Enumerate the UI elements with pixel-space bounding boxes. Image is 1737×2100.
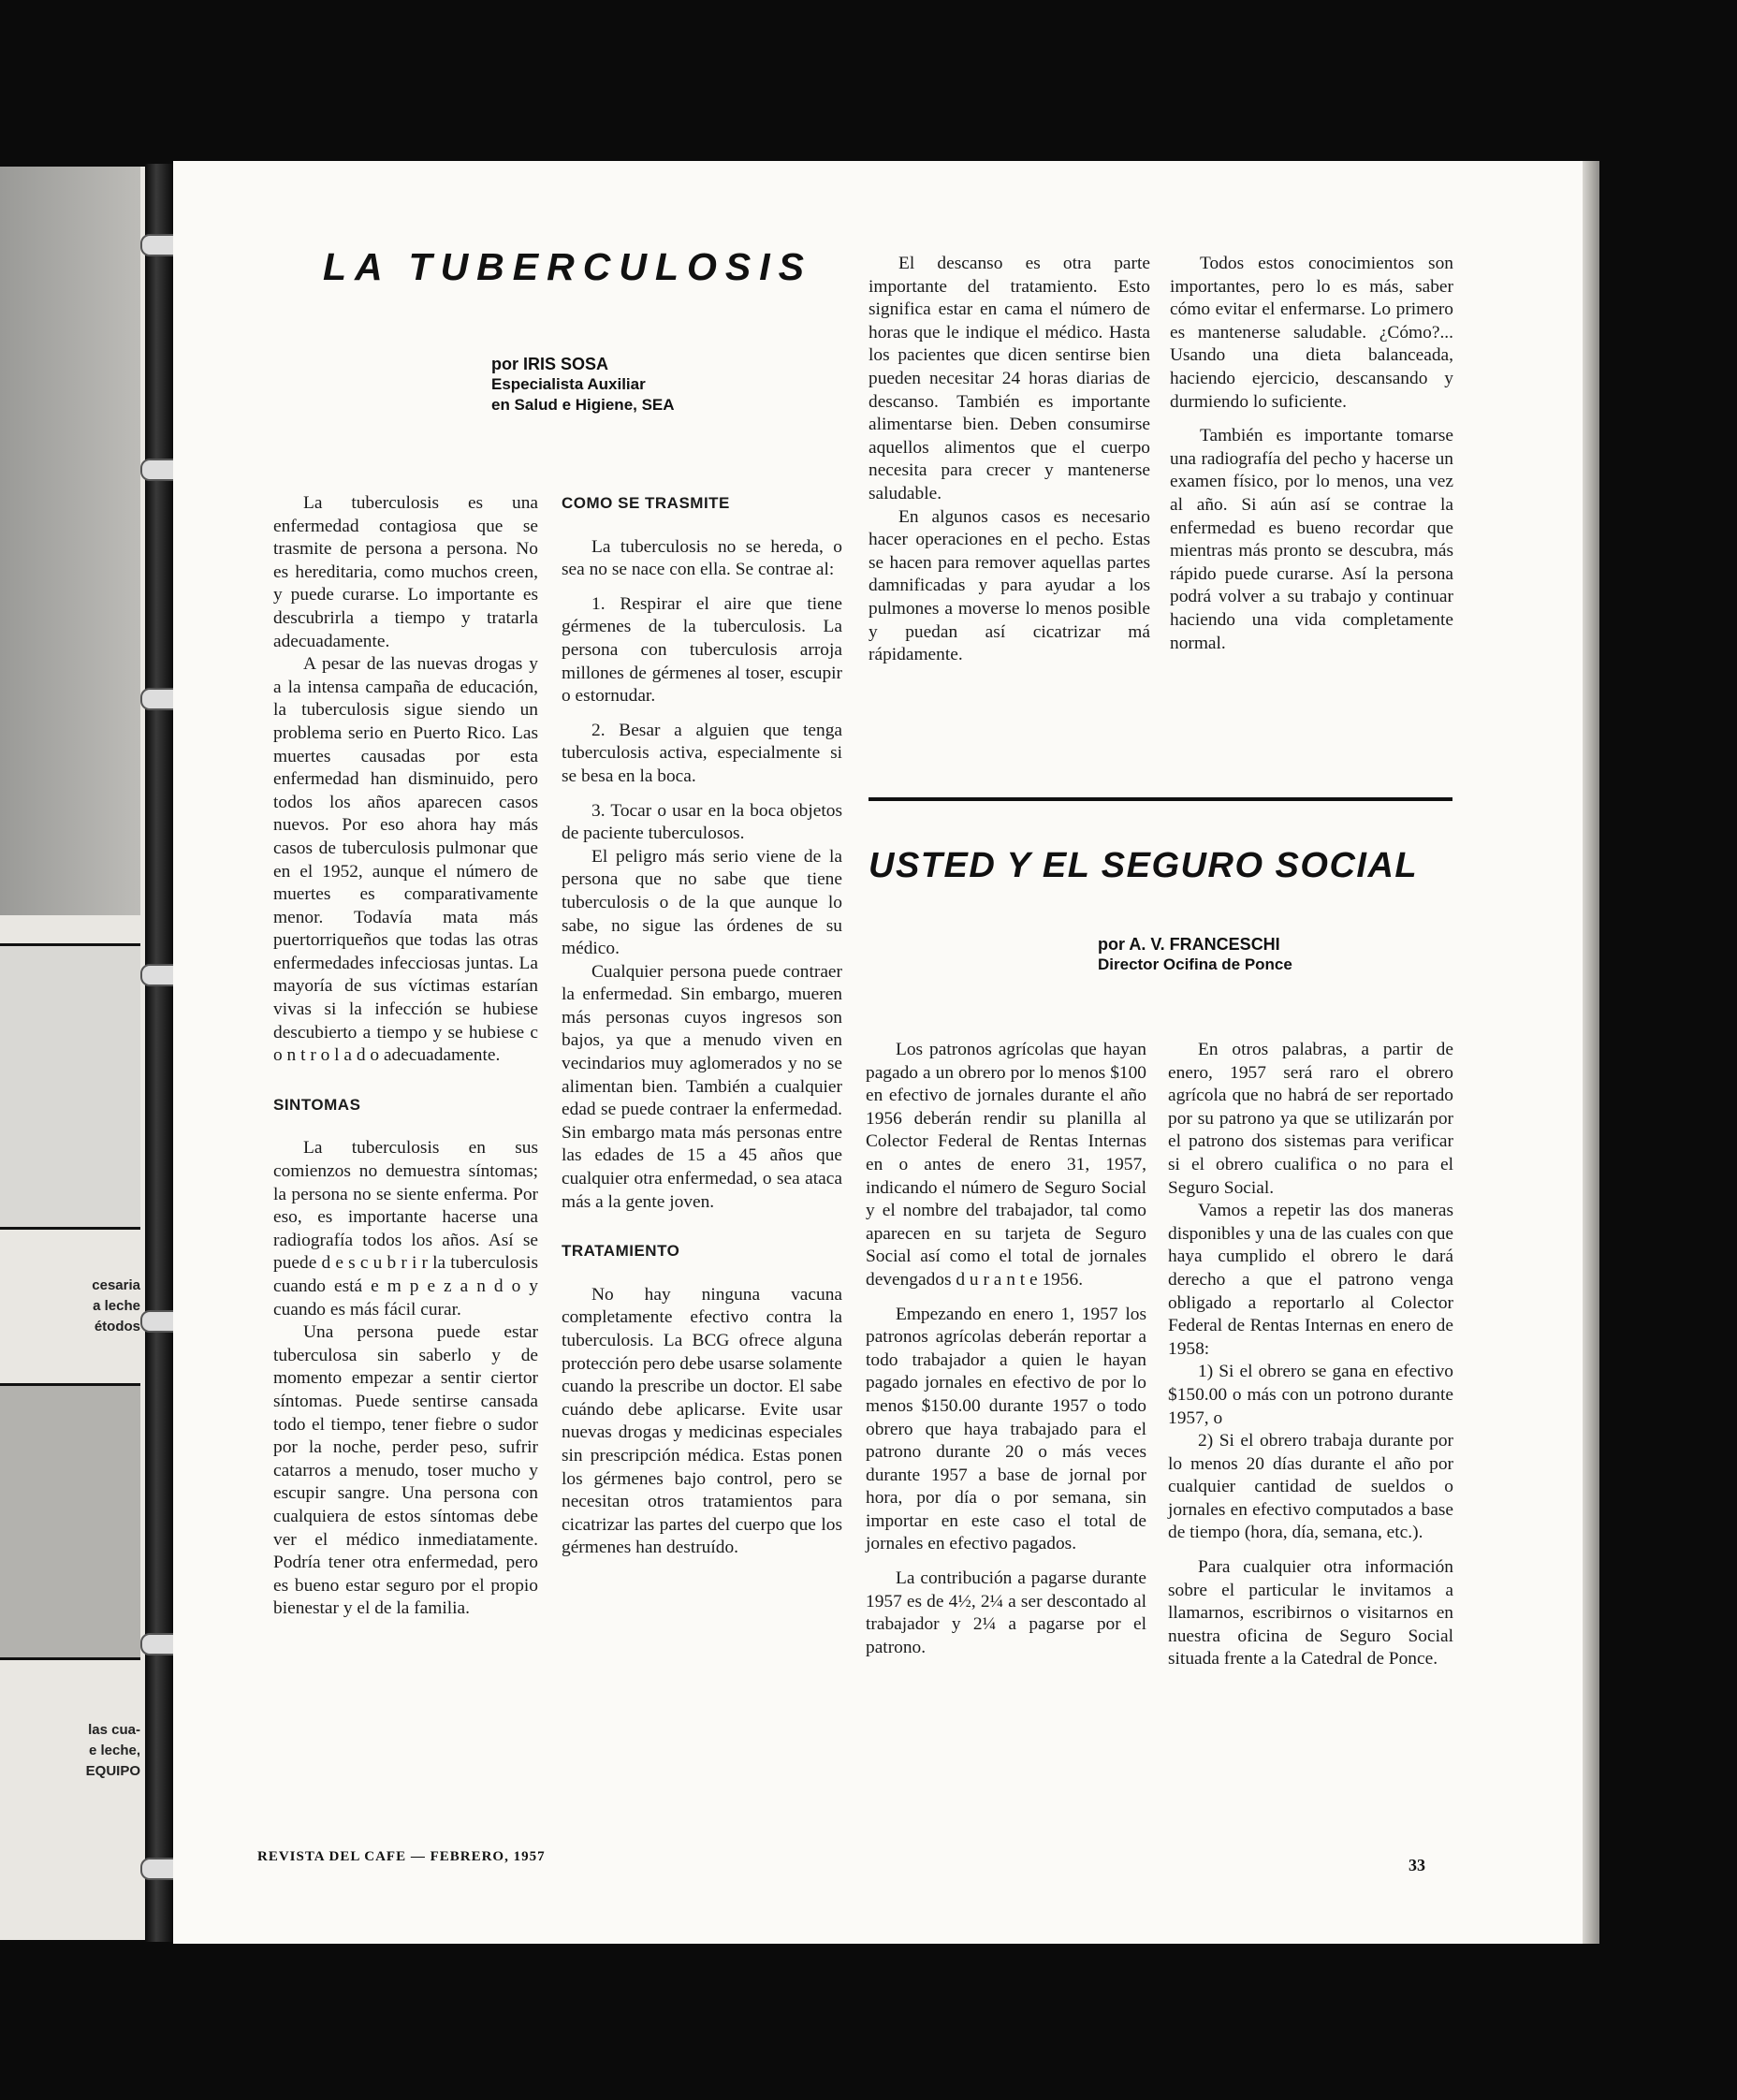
page-edge (1583, 161, 1599, 1944)
list-item: 1) Si el obrero se gana en efectivo $150.00 o más con un potrono durante 1957, o (1168, 1362, 1453, 1428)
paragraph: Para cualquier otra información sobre el particular le invitamos a llamarnos, escribirnos o visitarnos en nuestra oficina de Seguro Social situada frente a la Catedral de Ponce. (1168, 1557, 1453, 1670)
list-item: 1. Respirar el aire que tiene gérmenes de la tuberculosis. La persona con tuberculosis arroja millones de gérmenes al toser, escupir o estornudar. (562, 593, 842, 707)
paragraph: En algunos casos es necesario hacer operaciones en el pecho. Estas se hacen para remover aquellas partes damnificadas y para ayudar a los pulmones a moverse lo menos posible y puedan así cicatrizar má rápidamente. (868, 506, 1150, 665)
paragraph: La tuberculosis es una enfermedad contagiosa que se trasmite de persona a persona. No es hereditaria, como muchos creen, y puede curarse. Lo importante es descubrirla a tiempo y tratarla adecuadamente. (273, 493, 538, 651)
caption-line: étodos (94, 1319, 140, 1334)
paragraph: Una persona puede estar tuberculosa sin saberlo y de momento empezar a sentir ciertor síntomas. Puede sentirse cansada todo el tiempo, tener fiebre o sudor por la noche, perder peso, sufrir catarros a menudo, toser mucho y escupir sangre. Una persona con cualquiera de estos síntomas debe ver el médico inmediatamente. Podría tener otra enfermedad, pero es bueno estar seguro por el propio bienestar y el de la familia. (273, 1322, 538, 1619)
paragraph: La tuberculosis no se hereda, o sea no se nace con ella. Se contrae al: (562, 536, 842, 580)
paragraph: La contribución a pagarse durante 1957 es de 4½, 2¼ a ser descontado al trabajador y 2¼ a pagarse por el patrono. (866, 1568, 1146, 1657)
article-column (866, 1039, 1146, 1659)
byline-dept: en Salud e Higiene, SEA (491, 396, 675, 414)
article-column (562, 483, 842, 1560)
paragraph: A pesar de las nuevas drogas y a la intensa campaña de educación, la tuberculosis sigue siendo un problema serio en Puerto Rico. Las muertes causadas por esta enfermedad han disminuido, pero todos los años aparecen casos nuevos. Por eso ahora hay más casos de tuberculosis pulmonar que en el 1952, aunque el número de muertes es comparativamente menor. Todavía mata más puertorriqueños que todas las otras enfermedades infecciosas juntas. La mayoría de sus víctimas estarían vivas si la infección se hubiese descubierto a tiempo y se hubiese c o n t r o l a d o adecuadamente. (273, 654, 538, 1066)
binding-spine (145, 164, 173, 1942)
paragraph: También es importante tomarse una radiografía del pecho y hacerse un examen físico, por lo menos, una vez al año. Si aún así se contrae la enfermedad es bueno recordar que mientras más pronto se descubra, más rápido puede curarse. Así la persona podrá volver a su trabajo y continuar haciendo una vida completamente normal. (1170, 426, 1453, 653)
list-item: 2. Besar a alguien que tenga tuberculosis activa, especialmente si se besa en la boca. (562, 720, 842, 786)
paragraph: Todos estos conocimientos son importantes, pero lo es más, saber cómo evitar el enfermarse. Lo primero es mantenerse saludable. ¿Cómo?... Usando una dieta balanceada, haciendo ejercicio, descansando y durmiendo lo suficiente. (1170, 254, 1453, 412)
byline-role: Especialista Auxiliar (491, 375, 646, 393)
left-page-caption (0, 1720, 140, 1782)
paragraph: No hay ninguna vacuna completamente efectivo contra la tuberculosis. La BCG ofrece alguna protección pero debe usarse solamente cuando la prescribe un doctor. El sabe cuándo debe aplicarse. Evite usar nuevas drogas y medicinas especiales sin prescripción médica. Estas ponen los gérmenes bajo control, pero se necesitan otros tratamientos para cicatrizar las partes del cuerpo que los gérmenes han destruído. (562, 1284, 842, 1558)
paragraph: Vamos a repetir las dos maneras disponibles y una de las cuales con que haya cumplido el obrero le dará derecho a que el patrono venga obligado a reportarlo al Colector Federal de Rentas Internas en enero de 1958: (1168, 1201, 1453, 1359)
paragraph: La tuberculosis en sus comienzos no demuestra síntomas; la persona no se siente enferma. Por eso, es importante hacerse una radiografía todos los años. Así se puede d e s c u b r i r la tuberculosis cuando está e m p e z a n d o y cuando es más fácil curar. (273, 1138, 538, 1320)
article-column (1168, 1039, 1453, 1671)
list-item: 2) Si el obrero trabaja durante por lo menos 20 días durante el año por cualquier cantidad de sueldos o jornales en efectivo computados a base de tiempo (hora, día, semana, etc.). (1168, 1431, 1453, 1543)
paragraph: Los patronos agrícolas que hayan pagado a un obrero por lo menos $100 en efectivo de jornales durante el año 1956 deberán rendir su planilla al Colector Federal de Rentas Internas en o antes de enero 31, 1957, indicando el número de Seguro Social y el nombre del trabajador, tal como aparecen en su tarjeta de Seguro Social así como el total de jornales devengados d u r a n t e 1956. (866, 1040, 1146, 1290)
caption-line: EQUIPO (85, 1763, 140, 1779)
caption-line: a leche (93, 1298, 140, 1314)
article-title: LA TUBERCULOSIS (323, 245, 812, 288)
paragraph: En otros palabras, a partir de enero, 1957 será raro el obrero agrícola que no habrá de ser reportado por su patrono ya que se utilizarán por el patrono dos sistemas para verificar si el obrero cualifica o no para el Seguro Social. (1168, 1040, 1453, 1198)
page-number: 33 (1409, 1856, 1425, 1874)
section-heading: COMO SE TRASMITE (562, 494, 730, 512)
paragraph: El descanso es otra parte importante del tratamiento. Esto significa estar en cama el número de horas que le indique el médico. Hasta los pacientes que dicen sentirse bien pueden necesitar 24 horas diarias de descanso. También es importante alimentarse bien. Deben consumirse aquellos alimentos que el cuerpo necesita para crecer y mantenerse saludable. (868, 254, 1150, 503)
section-divider (868, 797, 1452, 801)
left-page-photo (0, 167, 140, 915)
article-title: USTED Y EL SEGURO SOCIAL (868, 846, 1419, 885)
page-footer: REVISTA DEL CAFE — FEBRERO, 1957 (257, 1849, 546, 1864)
byline-author: por A. V. FRANCESCHI (1098, 935, 1280, 954)
section-heading: TRATAMIENTO (562, 1242, 680, 1261)
article-column (273, 492, 538, 1621)
paragraph: Empezando en enero 1, 1957 los patronos agrícolas deberán reportar a todo trabajador a quien le hayan pagado jornales en efectivo de por lo menos $150.00 durante 1957 o todo obrero que haya trabajado para el patrono durante 20 o más veces durante 1957 a base de jornal por hora, por día o por semana, sin importar en este caso el total de jornales en efectivo pagados. (866, 1304, 1146, 1554)
caption-line: las cua- (88, 1722, 140, 1738)
section-heading: SINTOMAS (273, 1095, 361, 1114)
caption-line: e leche, (88, 1743, 140, 1758)
article-column (1170, 253, 1453, 655)
caption-line: cesaria (92, 1277, 140, 1293)
left-page-fragment (0, 167, 159, 1940)
list-item: 3. Tocar o usar en la boca objetos de paciente tuberculosos. (562, 800, 842, 844)
byline-role: Director Ocifina de Ponce (1098, 955, 1292, 973)
left-page-photo (0, 943, 140, 1230)
byline (1098, 934, 1292, 975)
paragraph: Cualquier persona puede contraer la enfermedad. Sin embargo, mueren más personas cuyos ingresos son bajos, ya que a menudo viven en vecindarios muy aglomerados y no se alimentan bien. También a cualquier edad se puede contraer la enfermedad. Sin embargo mata más personas entre las edades de 15 a 45 años que cualquier otra enfermedad, o sea ataca más a la gente joven. (562, 961, 842, 1212)
article-column (868, 253, 1150, 667)
left-page-caption (0, 1276, 140, 1337)
byline-author: por IRIS SOSA (491, 355, 609, 373)
byline (491, 354, 675, 416)
left-page-photo (0, 1383, 140, 1660)
paragraph: El peligro más serio viene de la persona que no sabe que tiene tuberculosis o de la que aunque lo sabe, no sigue las órdenes de su médico. (562, 846, 842, 959)
